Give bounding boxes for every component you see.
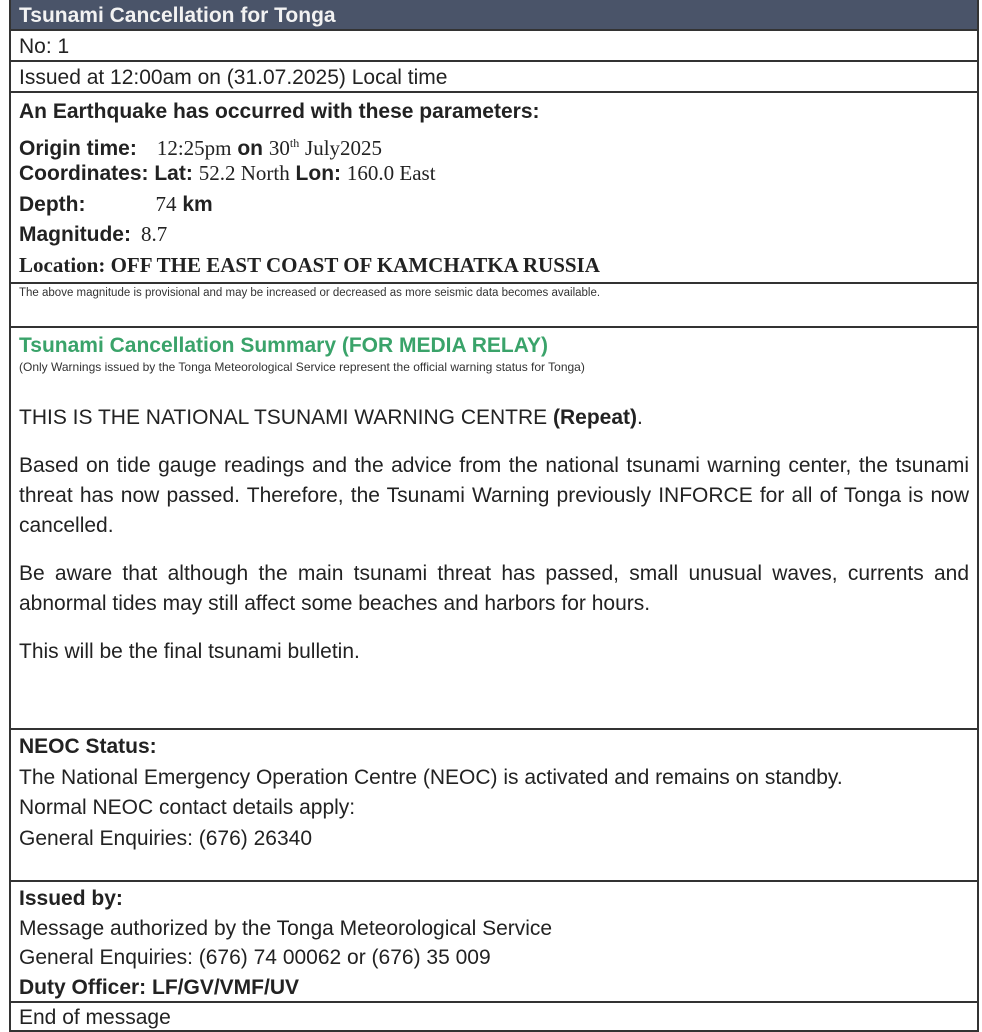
magnitude-value: 8.7 <box>140 222 168 246</box>
neoc-contact-note: Normal NEOC contact details apply: <box>19 796 356 819</box>
lat-value: 52.2 North <box>198 161 290 185</box>
intro-repeat: (Repeat) <box>553 406 638 429</box>
intro-text: THIS IS THE NATIONAL TSUNAMI WARNING CENTRE <box>19 406 548 429</box>
origin-month-year: July2025 <box>305 135 383 160</box>
summary-title: Tsunami Cancellation Summary (FOR MEDIA RELAY) <box>19 334 548 357</box>
origin-on: on <box>237 136 264 160</box>
bulletin-title: Tsunami Cancellation for Tonga <box>11 0 977 31</box>
location-label: Location: <box>19 252 106 277</box>
neoc-status-text: The National Emergency Operation Centre (NEOC) is activated and remains on standby. <box>19 765 843 789</box>
lat-label: Lat: <box>154 162 193 185</box>
location-value: OFF THE EAST COAST OF KAMCHATKA RUSSIA <box>110 252 600 277</box>
origin-time-line <box>19 128 969 159</box>
issued-by-section <box>11 882 977 1003</box>
issued-by-enquiries: General Enquiries: (676) 74 00062 or (676) 35 009 <box>19 946 491 969</box>
issued-by-authority: Message authorized by the Tonga Meteorological Service <box>19 916 553 940</box>
duty-officer: Duty Officer: LF/GV/VMF/UV <box>19 975 300 999</box>
issued-by-heading: Issued by: <box>19 887 123 910</box>
issued-at: Issued at 12:00am on (31.07.2025) Local time <box>11 62 977 93</box>
cancellation-summary <box>11 328 977 730</box>
depth-unit: km <box>182 192 213 216</box>
magnitude-label: Magnitude: <box>19 223 131 246</box>
neoc-heading: NEOC Status: <box>19 735 157 758</box>
origin-day-suffix: th <box>289 135 300 150</box>
summary-paragraph-1: Based on tide gauge readings and the advice from the national tsunami warning center, the tsunami threat has now passed. Therefore, the Tsunami Warning previously INFORCE for all of Tonga is now cancelled. <box>19 454 969 537</box>
summary-intro <box>19 403 969 433</box>
depth-label: Depth: <box>19 192 86 216</box>
parameters-heading: An Earthquake has occurred with these parameters: <box>19 100 540 123</box>
magnitude-line <box>19 219 969 250</box>
origin-day: 30 <box>268 135 290 160</box>
magnitude-note: The above magnitude is provisional and may be increased or decreased as more seismic data becomes available. <box>11 284 977 328</box>
earthquake-parameters <box>11 93 977 284</box>
neoc-enquiries: General Enquiries: (676) 26340 <box>19 826 313 850</box>
lon-label: Lon: <box>295 162 342 185</box>
summary-subtitle: (Only Warnings issued by the Tonga Meteorological Service represent the official warning status for Tonga) <box>19 360 585 374</box>
depth-line <box>19 189 969 220</box>
coordinates-label: Coordinates: <box>19 162 149 185</box>
coordinates-line <box>19 158 969 189</box>
summary-paragraph-3: This will be the final tsunami bulletin. <box>19 640 360 663</box>
depth-value: 74 <box>155 191 177 216</box>
origin-time-value: 12:25pm <box>156 135 232 160</box>
intro-end: . <box>637 406 643 429</box>
end-of-message: End of message <box>11 1003 977 1032</box>
neoc-status-section <box>11 730 977 882</box>
location-line <box>19 250 969 281</box>
origin-time-label: Origin time: <box>19 136 137 160</box>
summary-paragraph-2: Be aware that although the main tsunami threat has passed, small unusual waves, currents and abnormal tides may still affect some beaches and harbors for hours. <box>19 562 969 615</box>
lon-value: 160.0 East <box>346 161 436 185</box>
bulletin-number: No: 1 <box>11 31 977 62</box>
tsunami-bulletin <box>9 0 979 1032</box>
